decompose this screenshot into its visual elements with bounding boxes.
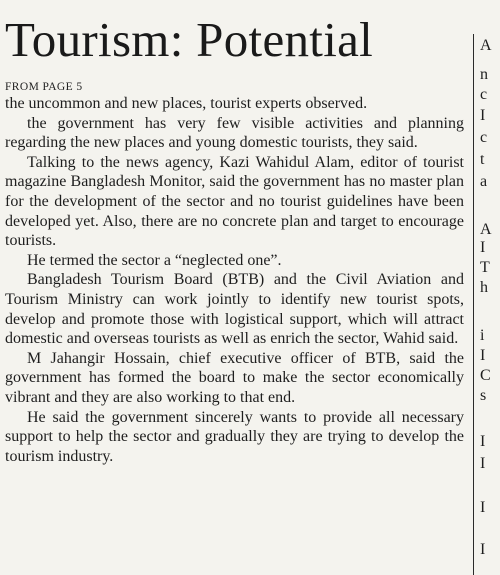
article-column [5, 14, 464, 466]
text-fragment: t [480, 151, 485, 168]
adjacent-column-fragment [480, 0, 500, 575]
text-fragment: I [480, 541, 486, 558]
text-fragment: c [480, 129, 488, 146]
text-fragment: s [480, 387, 487, 404]
paragraph: He said the government sincerely wants to provide all necessary support to help the sector and gradually they are trying to develop the tourism industry. [5, 408, 464, 465]
text-fragment: A [480, 37, 492, 54]
text-fragment: c [480, 86, 488, 103]
text-fragment: A [480, 221, 492, 238]
text-fragment: I [480, 239, 486, 256]
text-fragment: I [480, 455, 486, 472]
text-fragment: I [480, 499, 486, 516]
paragraph: Bangladesh Tourism Board (BTB) and the Civil Aviation and Tourism Ministry can work jointly to identify new tourist spots, develop and promote those with logistical support, which will attract domestic and overseas tourists as well as enrich the sector, Wahid said. [5, 271, 464, 348]
paragraph: Talking to the news agency, Kazi Wahidul Alam, editor of tourist magazine Bangladesh Monitor, said the government has no master plan for the development of the sector and no tourist guidelines have been developed yet. Also, there are no concrete plan and target to encourage tourists. [5, 153, 464, 250]
text-fragment: C [480, 367, 491, 384]
paragraph: the uncommon and new places, tourist experts observed. [5, 95, 368, 112]
text-fragment: i [480, 327, 485, 344]
paragraph: the government has very few visible activities and planning regarding the new places and young domestic tourists, they said. [5, 114, 464, 152]
column-rule [473, 34, 474, 575]
headline: Tourism: Potential [5, 12, 374, 67]
text-fragment: I [480, 107, 486, 124]
jump-line: FROM PAGE 5 [5, 81, 83, 93]
text-fragment: h [480, 279, 488, 296]
text-fragment: n [480, 66, 488, 83]
text-fragment: T [480, 259, 490, 276]
article-body [5, 94, 464, 466]
paragraph: He termed the sector a “neglected one”. [27, 251, 282, 269]
text-fragment: I [480, 433, 486, 450]
paragraph: M Jahangir Hossain, chief executive officer of BTB, said the government has formed the board to make the sector economically vibrant and they are also working to that end. [5, 349, 464, 406]
text-fragment: I [480, 347, 486, 364]
text-fragment: a [480, 173, 488, 190]
